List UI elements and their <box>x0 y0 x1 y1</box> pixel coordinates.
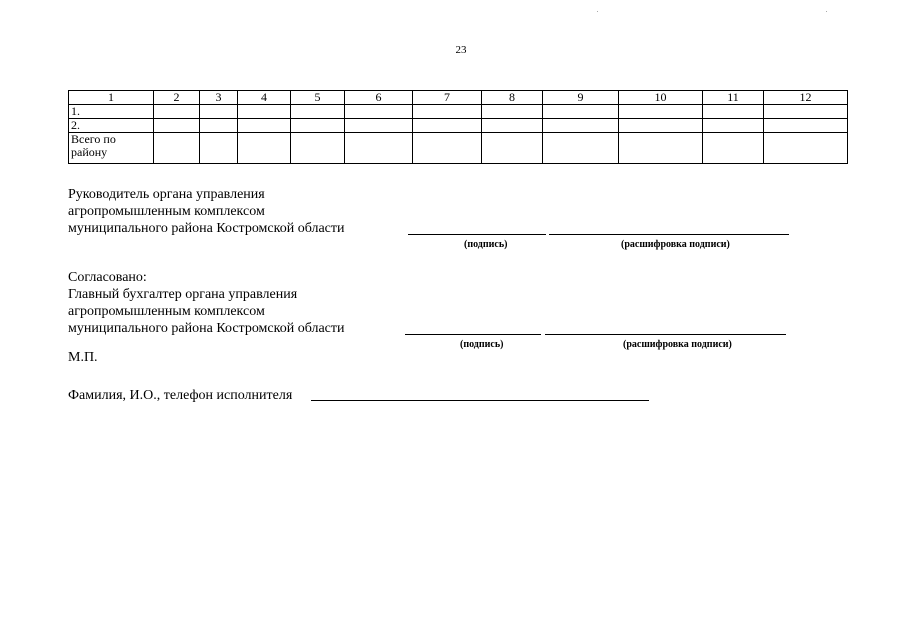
column-header: 11 <box>703 91 764 105</box>
column-header: 8 <box>482 91 543 105</box>
table-cell <box>482 133 543 164</box>
signature-line[interactable] <box>408 234 546 235</box>
stamp-label: М.П. <box>68 350 98 365</box>
row-label: 2. <box>69 119 154 133</box>
table-cell <box>764 105 848 119</box>
scan-speck <box>597 11 598 12</box>
table-cell <box>154 105 200 119</box>
table-cell <box>703 119 764 133</box>
table-cell <box>345 133 413 164</box>
column-header: 1 <box>69 91 154 105</box>
table-cell <box>482 105 543 119</box>
table-cell <box>543 105 619 119</box>
table-cell <box>238 105 291 119</box>
table-cell <box>413 105 482 119</box>
signature-decoding-line[interactable] <box>549 234 789 235</box>
table-cell <box>345 119 413 133</box>
table-cell <box>154 119 200 133</box>
column-header: 6 <box>345 91 413 105</box>
column-header: 9 <box>543 91 619 105</box>
table-row-total <box>69 133 848 164</box>
executor-input-line[interactable] <box>311 400 649 401</box>
table-cell <box>154 133 200 164</box>
page-number: 23 <box>455 44 467 56</box>
table-cell <box>238 119 291 133</box>
table-row <box>69 105 848 119</box>
table-cell <box>238 133 291 164</box>
column-header: 10 <box>619 91 703 105</box>
table-cell <box>619 105 703 119</box>
table-cell <box>764 133 848 164</box>
table-cell <box>703 133 764 164</box>
table-cell <box>345 105 413 119</box>
table-cell <box>291 105 345 119</box>
table-cell <box>543 133 619 164</box>
table-cell <box>703 105 764 119</box>
table-cell <box>413 133 482 164</box>
approval-title: Согласовано: <box>68 270 147 285</box>
approval-text <box>68 269 345 337</box>
text-line: агропромышленным комплексом <box>68 204 265 219</box>
head-signature-text <box>68 186 345 237</box>
signature-line[interactable] <box>405 334 541 335</box>
decoding-caption: (расшифровка подписи) <box>623 339 732 350</box>
column-header: 7 <box>413 91 482 105</box>
table-row <box>69 119 848 133</box>
executor-label: Фамилия, И.О., телефон исполнителя <box>68 388 293 403</box>
column-header: 2 <box>154 91 200 105</box>
column-header: 4 <box>238 91 291 105</box>
decoding-caption: (расшифровка подписи) <box>621 239 730 250</box>
column-header: 3 <box>200 91 238 105</box>
report-table <box>68 90 848 164</box>
table-cell <box>200 133 238 164</box>
text-line: Руководитель органа управления <box>68 187 265 202</box>
text-line: муниципального района Костромской области <box>68 221 345 236</box>
table-cell <box>543 119 619 133</box>
column-header: 5 <box>291 91 345 105</box>
table-cell <box>291 133 345 164</box>
table-cell <box>619 119 703 133</box>
table-cell <box>482 119 543 133</box>
signature-caption: (подпись) <box>460 339 504 350</box>
signature-caption: (подпись) <box>464 239 508 250</box>
row-label: 1. <box>69 105 154 119</box>
column-header: 12 <box>764 91 848 105</box>
signature-decoding-line[interactable] <box>545 334 786 335</box>
table-cell <box>413 119 482 133</box>
table-cell <box>291 119 345 133</box>
table-cell <box>619 133 703 164</box>
table-cell <box>764 119 848 133</box>
total-label: Всего по району <box>71 132 116 159</box>
scan-speck <box>826 11 827 12</box>
text-line: Главный бухгалтер органа управления <box>68 287 298 302</box>
table-cell <box>200 119 238 133</box>
text-line: агропромышленным комплексом <box>68 304 265 319</box>
text-line: муниципального района Костромской области <box>68 321 345 336</box>
table-cell <box>200 105 238 119</box>
row-label-total <box>69 133 154 164</box>
table-header-row <box>69 91 848 105</box>
